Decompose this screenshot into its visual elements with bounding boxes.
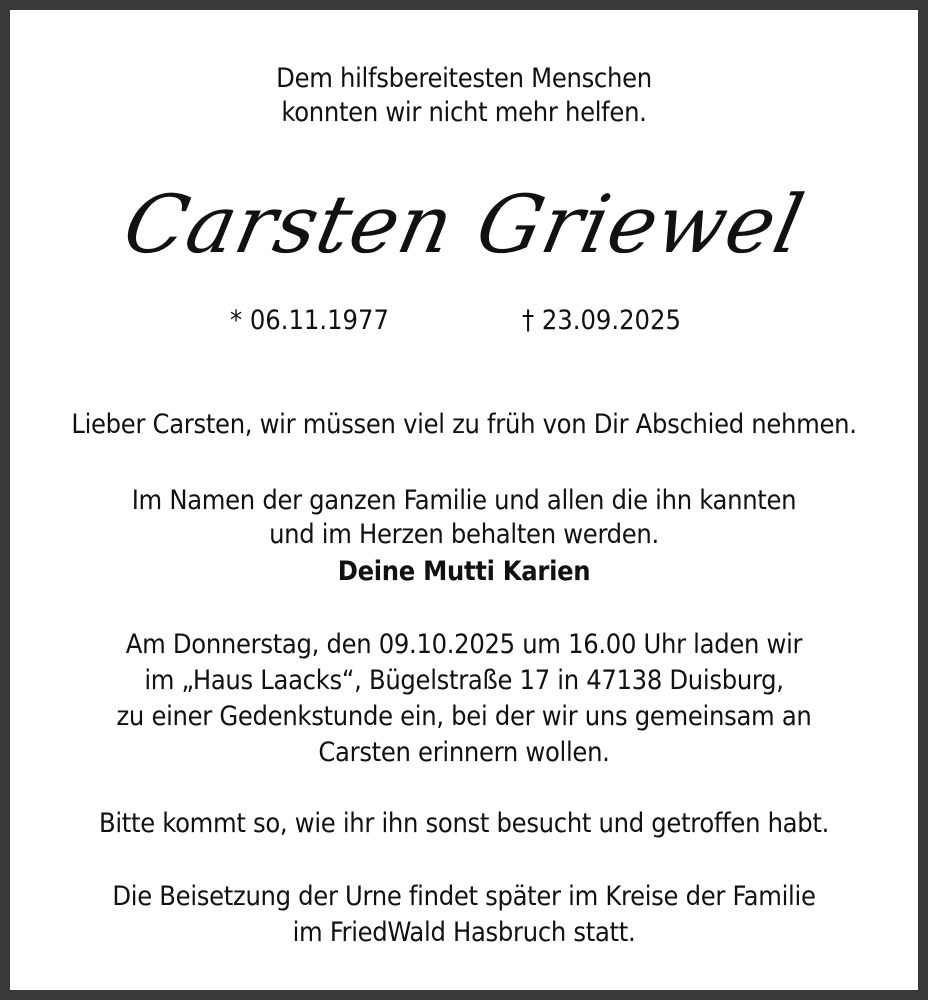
request-text: Bitte kommt so, wie ihr ihn sonst besucht und getroffen habt.: [98, 808, 830, 839]
burial-line-1: Die Beisetzung der Urne findet später im Kreise der Familie: [112, 881, 816, 912]
death-date: † 23.09.2025: [522, 305, 681, 336]
event-line-1: Am Donnerstag, den 09.10.2025 um 16.00 Uhr laden wir: [125, 629, 803, 660]
deceased-name: Carsten Griewel: [116, 178, 813, 271]
event-line-4: Carsten erinnern wollen.: [318, 737, 610, 768]
family-signature: Deine Mutti Karien: [337, 556, 591, 587]
event-line-2: im „Haus Laacks“, Bügelstraße 17 in 47138 Duisburg,: [144, 665, 784, 696]
family-line-2: und im Herzen behalten werden.: [269, 519, 659, 550]
life-dates: [10, 304, 918, 340]
burial-line-2: im FriedWald Hasbruch statt.: [292, 917, 636, 948]
birth-date: * 06.11.1977: [230, 305, 389, 336]
event-line-3: zu einer Gedenkstunde ein, bei der wir uns gemeinsam an: [116, 701, 812, 732]
intro-line-2: konnten wir nicht mehr helfen.: [281, 97, 647, 128]
intro-line-1: Dem hilfsbereitesten Menschen: [276, 63, 652, 94]
farewell-text: Lieber Carsten, wir müssen viel zu früh von Dir Abschied nehmen.: [71, 409, 857, 440]
family-line-1: Im Namen der ganzen Familie und allen die ihn kannten: [131, 485, 797, 516]
